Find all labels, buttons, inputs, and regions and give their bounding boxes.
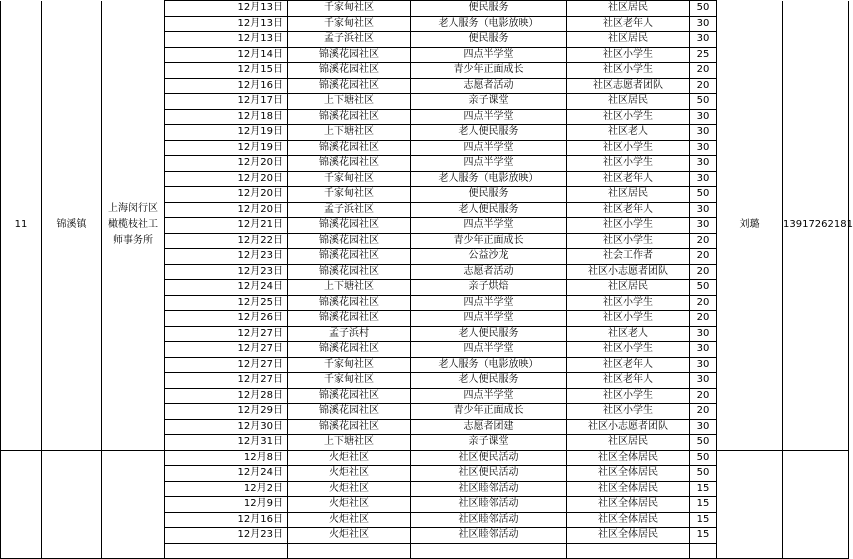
cell-date: 12月27日 [165, 357, 288, 373]
cell-site: 千家甸社区 [288, 373, 411, 389]
cell-audience: 社区老年人 [567, 357, 690, 373]
cell-audience: 社区小学生 [567, 47, 690, 63]
cell-count: 15 [690, 481, 717, 497]
cell-count: 30 [690, 16, 717, 32]
cell-count: 15 [690, 497, 717, 513]
cell-site: 锦溪花园社区 [288, 404, 411, 420]
cell-activity: 志愿者团建 [411, 419, 567, 435]
cell-count: 30 [690, 109, 717, 125]
cell-date: 12月16日 [165, 512, 288, 528]
cell-audience: 社区小学生 [567, 404, 690, 420]
cell-audience: 社区老人 [567, 326, 690, 342]
cell-count: 30 [690, 156, 717, 172]
cell-site: 火炬社区 [288, 450, 411, 466]
cell-date: 12月30日 [165, 419, 288, 435]
cell-phone-empty [783, 450, 849, 559]
cell-town: 锦溪镇 [42, 1, 102, 451]
cell-count: 50 [690, 187, 717, 203]
cell-activity: 便民服务 [411, 1, 567, 17]
cell-count: 30 [690, 171, 717, 187]
cell-date: 12月23日 [165, 249, 288, 265]
cell-count: 20 [690, 233, 717, 249]
cell-count: 50 [690, 1, 717, 17]
cell-date: 12月2日 [165, 481, 288, 497]
cell-site: 上下塘社区 [288, 280, 411, 296]
cell-index-empty [1, 450, 42, 559]
cell-activity: 老人便民服务 [411, 326, 567, 342]
cell-site: 锦溪花园社区 [288, 419, 411, 435]
cell-organization [102, 1, 165, 451]
cell-site: 千家甸社区 [288, 171, 411, 187]
cell-count: 50 [690, 94, 717, 110]
cell-date: 12月20日 [165, 156, 288, 172]
cell-count: 15 [690, 528, 717, 544]
cell-site: 孟子浜社区 [288, 32, 411, 48]
cell-audience: 社区小学生 [567, 342, 690, 358]
cell-audience: 社区居民 [567, 1, 690, 17]
cell-site: 上下塘社区 [288, 125, 411, 141]
cell-site: 火炬社区 [288, 497, 411, 513]
cell-date: 12月19日 [165, 140, 288, 156]
cell-organization-empty [102, 450, 165, 559]
cell-activity: 老人便民服务 [411, 373, 567, 389]
cell-audience: 社区小志愿者团队 [567, 264, 690, 280]
cell-date: 12月20日 [165, 171, 288, 187]
cell-count: 50 [690, 280, 717, 296]
cell-activity: 公益沙龙 [411, 249, 567, 265]
cell-activity: 青少年正面成长 [411, 404, 567, 420]
cell-audience: 社区全体居民 [567, 450, 690, 466]
cell-audience: 社区小学生 [567, 156, 690, 172]
cell-audience: 社区小学生 [567, 140, 690, 156]
cell-audience: 社区小学生 [567, 311, 690, 327]
cell-count: 50 [690, 466, 717, 482]
cell-count: 30 [690, 326, 717, 342]
cell-date: 12月13日 [165, 32, 288, 48]
cell-count: 20 [690, 404, 717, 420]
cell-site: 孟子浜村 [288, 326, 411, 342]
cell-site: 锦溪花园社区 [288, 156, 411, 172]
cell-site: 千家甸社区 [288, 1, 411, 17]
cell-site: 锦溪花园社区 [288, 78, 411, 94]
cell-date: 12月20日 [165, 187, 288, 203]
cell-activity: 社区便民活动 [411, 450, 567, 466]
cell-activity: 青少年正面成长 [411, 63, 567, 79]
cell-date: 12月8日 [165, 450, 288, 466]
cell-site: 锦溪花园社区 [288, 264, 411, 280]
cell-date: 12月25日 [165, 295, 288, 311]
cell-site: 锦溪花园社区 [288, 388, 411, 404]
cell-activity: 老人服务（电影放映） [411, 16, 567, 32]
cell-audience: 社区全体居民 [567, 466, 690, 482]
cell-activity: 四点半学堂 [411, 311, 567, 327]
cell-activity: 亲子课堂 [411, 94, 567, 110]
cell-count: 30 [690, 125, 717, 141]
cell-date: 12月23日 [165, 528, 288, 544]
cell-count: 30 [690, 202, 717, 218]
cell-date: 12月16日 [165, 78, 288, 94]
cell-site: 火炬社区 [288, 466, 411, 482]
cell-audience: 社区老年人 [567, 202, 690, 218]
cell-activity: 四点半学堂 [411, 295, 567, 311]
cell-audience: 社区小学生 [567, 218, 690, 234]
cell-date [165, 543, 288, 559]
cell-count: 20 [690, 78, 717, 94]
cell-audience: 社区老年人 [567, 373, 690, 389]
cell-activity: 四点半学堂 [411, 342, 567, 358]
cell-site: 锦溪花园社区 [288, 311, 411, 327]
cell-audience: 社区老年人 [567, 16, 690, 32]
cell-date: 12月14日 [165, 47, 288, 63]
cell-site: 千家甸社区 [288, 187, 411, 203]
cell-town-empty [42, 450, 102, 559]
cell-audience: 社区居民 [567, 32, 690, 48]
cell-site: 上下塘社区 [288, 435, 411, 451]
cell-index: 11 [1, 1, 42, 451]
cell-date: 12月24日 [165, 466, 288, 482]
cell-audience: 社区小学生 [567, 388, 690, 404]
organization-name: 上海闵行区橄榄枝社工师事务所 [108, 203, 158, 246]
cell-audience: 社区小学生 [567, 109, 690, 125]
cell-count: 30 [690, 218, 717, 234]
cell-count: 20 [690, 295, 717, 311]
cell-site: 锦溪花园社区 [288, 249, 411, 265]
cell-activity: 志愿者活动 [411, 264, 567, 280]
cell-date: 12月31日 [165, 435, 288, 451]
cell-activity: 社区睦邻活动 [411, 497, 567, 513]
cell-audience: 社区老人 [567, 125, 690, 141]
cell-phone: 13917262181 [783, 1, 849, 451]
cell-activity: 志愿者活动 [411, 78, 567, 94]
cell-activity: 便民服务 [411, 32, 567, 48]
cell-audience: 社区全体居民 [567, 528, 690, 544]
cell-site: 上下塘社区 [288, 94, 411, 110]
cell-activity: 老人便民服务 [411, 202, 567, 218]
cell-count: 25 [690, 47, 717, 63]
cell-date: 12月17日 [165, 94, 288, 110]
cell-site: 锦溪花园社区 [288, 140, 411, 156]
cell-date: 12月28日 [165, 388, 288, 404]
cell-activity: 青少年正面成长 [411, 233, 567, 249]
cell-date: 12月24日 [165, 280, 288, 296]
cell-date: 12月20日 [165, 202, 288, 218]
cell-contact-empty [717, 450, 783, 559]
cell-site: 锦溪花园社区 [288, 342, 411, 358]
cell-site: 千家甸社区 [288, 16, 411, 32]
cell-audience: 社区小志愿者团队 [567, 419, 690, 435]
cell-date: 12月21日 [165, 218, 288, 234]
cell-count: 15 [690, 512, 717, 528]
cell-count: 30 [690, 357, 717, 373]
cell-site: 锦溪花园社区 [288, 218, 411, 234]
cell-audience: 社区居民 [567, 435, 690, 451]
cell-audience: 社区居民 [567, 280, 690, 296]
cell-audience: 社区居民 [567, 94, 690, 110]
cell-site: 锦溪花园社区 [288, 47, 411, 63]
cell-audience: 社区小学生 [567, 233, 690, 249]
cell-site: 火炬社区 [288, 512, 411, 528]
cell-count: 20 [690, 311, 717, 327]
cell-date: 12月9日 [165, 497, 288, 513]
cell-activity: 社区睦邻活动 [411, 528, 567, 544]
cell-activity: 亲子课堂 [411, 435, 567, 451]
cell-activity: 四点半学堂 [411, 47, 567, 63]
cell-site: 千家甸社区 [288, 357, 411, 373]
cell-count: 20 [690, 264, 717, 280]
cell-activity: 便民服务 [411, 187, 567, 203]
cell-activity: 老人便民服务 [411, 125, 567, 141]
table-row [1, 1, 849, 17]
cell-contact: 刘璐 [717, 1, 783, 451]
cell-audience: 社区老年人 [567, 171, 690, 187]
cell-site: 锦溪花园社区 [288, 233, 411, 249]
cell-date: 12月13日 [165, 16, 288, 32]
cell-activity: 四点半学堂 [411, 140, 567, 156]
cell-count: 50 [690, 450, 717, 466]
cell-date: 12月27日 [165, 373, 288, 389]
cell-activity [411, 543, 567, 559]
cell-date: 12月22日 [165, 233, 288, 249]
cell-count: 30 [690, 373, 717, 389]
cell-audience: 社区居民 [567, 187, 690, 203]
cell-count: 30 [690, 342, 717, 358]
cell-date: 12月15日 [165, 63, 288, 79]
cell-activity: 社区便民活动 [411, 466, 567, 482]
cell-date: 12月23日 [165, 264, 288, 280]
cell-audience: 社会工作者 [567, 249, 690, 265]
cell-date: 12月13日 [165, 1, 288, 17]
cell-activity: 四点半学堂 [411, 388, 567, 404]
cell-count: 50 [690, 435, 717, 451]
cell-date: 12月19日 [165, 125, 288, 141]
cell-activity: 老人服务（电影放映） [411, 171, 567, 187]
cell-audience: 社区小学生 [567, 63, 690, 79]
cell-activity: 社区睦邻活动 [411, 512, 567, 528]
cell-audience: 社区全体居民 [567, 481, 690, 497]
cell-activity: 老人服务（电影放映） [411, 357, 567, 373]
cell-count: 30 [690, 419, 717, 435]
cell-date: 12月26日 [165, 311, 288, 327]
cell-count: 30 [690, 32, 717, 48]
cell-site: 锦溪花园社区 [288, 63, 411, 79]
cell-activity: 亲子烘焙 [411, 280, 567, 296]
cell-audience: 社区全体居民 [567, 497, 690, 513]
cell-count [690, 543, 717, 559]
cell-date: 12月27日 [165, 342, 288, 358]
cell-count: 30 [690, 140, 717, 156]
cell-audience [567, 543, 690, 559]
cell-site: 锦溪花园社区 [288, 109, 411, 125]
cell-date: 12月29日 [165, 404, 288, 420]
cell-count: 20 [690, 63, 717, 79]
cell-site: 火炬社区 [288, 528, 411, 544]
cell-count: 20 [690, 249, 717, 265]
cell-activity: 四点半学堂 [411, 218, 567, 234]
cell-activity: 四点半学堂 [411, 109, 567, 125]
cell-site: 孟子浜社区 [288, 202, 411, 218]
cell-date: 12月27日 [165, 326, 288, 342]
table-row [1, 450, 849, 466]
cell-activity: 四点半学堂 [411, 156, 567, 172]
cell-count: 20 [690, 388, 717, 404]
cell-site: 锦溪花园社区 [288, 295, 411, 311]
cell-audience: 社区志愿者团队 [567, 78, 690, 94]
cell-audience: 社区全体居民 [567, 512, 690, 528]
cell-site: 火炬社区 [288, 481, 411, 497]
cell-site [288, 543, 411, 559]
cell-audience: 社区小学生 [567, 295, 690, 311]
cell-date: 12月18日 [165, 109, 288, 125]
cell-activity: 社区睦邻活动 [411, 481, 567, 497]
